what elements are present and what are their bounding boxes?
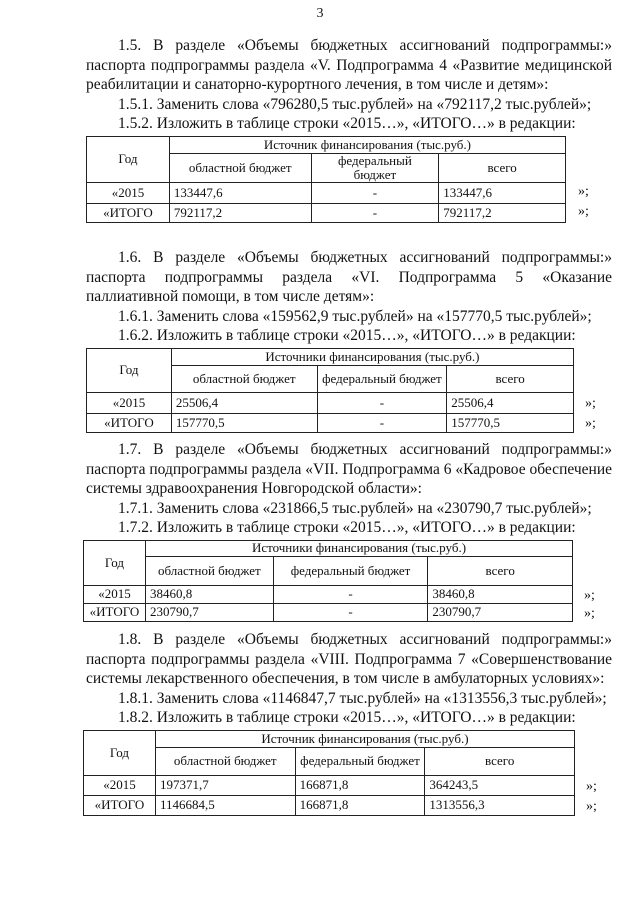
table-instruction: 1.5.2. Изложить в таблице строки «2015…», «ИТОГО…» в редакции:	[118, 115, 576, 132]
funding-table	[86, 136, 566, 223]
table-instruction: 1.8.2. Изложить в таблице строки «2015…», «ИТОГО…» в редакции:	[118, 709, 576, 726]
row-total: 364243,5	[425, 775, 575, 795]
section-paragraph: 1.5. В разделе «Объемы бюджетных ассигнований подпрограммы:» паспорта подпрограммы раздела «V. Подпрограмма 4 «Развитие медицинской реабилитации и санаторно-курортного лечения, в том числе и детям»:	[86, 37, 612, 93]
row-total: 25506,4	[447, 392, 574, 413]
source-header: Источник финансирования (тыс.руб.)	[169, 136, 565, 153]
col-regional: областной бюджет	[171, 365, 317, 392]
table-row	[87, 203, 566, 222]
col-federal: федеральный бюджет	[311, 153, 439, 182]
row-regional: 157770,5	[171, 413, 317, 432]
table-instruction: 1.6.2. Изложить в таблице строки «2015…», «ИТОГО…» в редакции:	[118, 327, 576, 344]
section-1-6	[86, 248, 612, 433]
row-regional: 1146684,5	[155, 795, 295, 815]
funding-table-wrap	[83, 540, 612, 622]
row-federal: -	[273, 603, 428, 621]
funding-table-wrap	[86, 348, 612, 433]
row-total: 157770,5	[447, 413, 574, 432]
row-year: «2015	[84, 775, 156, 795]
source-header: Источники финансирования (тыс.руб.)	[171, 348, 573, 365]
row-year: «ИТОГО	[84, 795, 156, 815]
row-year: «2015	[87, 392, 172, 413]
section-paragraph: 1.6. В разделе «Объемы бюджетных ассигнований подпрограммы:» паспорта подпрограммы раздела «VI. Подпрограмма 5 «Оказание паллиативной помощи, в том числе детям»:	[86, 249, 612, 305]
row-total: 792117,2	[439, 203, 566, 222]
replace-instruction: 1.8.1. Заменить слова «1146847,7 тыс.рублей» на «1313556,3 тыс.рублей»;	[118, 689, 607, 707]
row-federal: 166871,8	[295, 795, 425, 815]
col-total: всего	[425, 747, 575, 775]
col-total: всего	[428, 556, 573, 585]
table-row	[84, 775, 575, 795]
col-regional: областной бюджет	[145, 556, 273, 585]
table-row	[87, 392, 574, 413]
table-instruction: 1.7.2. Изложить в таблице строки «2015…», «ИТОГО…» в редакции:	[118, 519, 576, 536]
col-federal: федеральный бюджет	[317, 365, 447, 392]
row-regional: 792117,2	[169, 203, 311, 222]
row-regional: 25506,4	[171, 392, 317, 413]
funding-table-wrap	[83, 730, 612, 816]
funding-table	[83, 540, 573, 622]
year-header: Год	[87, 136, 170, 182]
row-closing-quote: »;	[578, 183, 589, 199]
table-row	[84, 795, 575, 815]
row-federal: -	[317, 392, 447, 413]
row-year: «ИТОГО	[84, 603, 146, 621]
replace-instruction: 1.5.1. Заменить слова «796280,5 тыс.рублей» на «792117,2 тыс.рублей»;	[118, 95, 592, 113]
funding-table	[83, 730, 575, 816]
source-header: Источники финансирования (тыс.руб.)	[145, 540, 572, 556]
page-number: 3	[316, 6, 324, 21]
col-regional: областной бюджет	[155, 747, 295, 775]
row-regional: 38460,8	[145, 585, 273, 603]
row-closing-quote: »;	[585, 415, 596, 431]
col-total: всего	[447, 365, 574, 392]
year-header: Год	[87, 348, 172, 392]
section-1-7	[86, 440, 612, 622]
row-closing-quote: »;	[578, 203, 589, 219]
source-header: Источник финансирования (тыс.руб.)	[155, 730, 574, 747]
replace-instruction: 1.7.1. Заменить слова «231866,5 тыс.рублей» на «230790,7 тыс.рублей»;	[118, 499, 592, 517]
table-row	[84, 585, 573, 603]
col-federal: федеральный бюджет	[295, 747, 425, 775]
row-closing-quote: »;	[584, 605, 595, 621]
row-federal: -	[273, 585, 428, 603]
section-1-5	[86, 36, 612, 223]
row-year: «ИТОГО	[87, 203, 170, 222]
row-federal: -	[311, 203, 439, 222]
table-row	[87, 182, 566, 203]
row-regional: 230790,7	[145, 603, 273, 621]
row-closing-quote: »;	[586, 778, 597, 794]
replace-instruction: 1.6.1. Заменить слова «159562,9 тыс.рублей» на «157770,5 тыс.рублей»;	[118, 307, 592, 325]
row-federal: -	[317, 413, 447, 432]
row-closing-quote: »;	[585, 395, 596, 411]
row-total: 1313556,3	[425, 795, 575, 815]
row-total: 133447,6	[439, 182, 566, 203]
row-closing-quote: »;	[584, 587, 595, 603]
row-federal: -	[311, 182, 439, 203]
row-year: «ИТОГО	[87, 413, 172, 432]
col-federal: федеральный бюджет	[273, 556, 428, 585]
year-header: Год	[84, 730, 156, 775]
row-year: «2015	[87, 182, 170, 203]
row-closing-quote: »;	[586, 798, 597, 814]
section-paragraph: 1.7. В разделе «Объемы бюджетных ассигнований подпрограммы:» паспорта подпрограммы раздела «VII. Подпрограмма 6 «Кадровое обеспечение системы здравоохранения Новгородской области»:	[86, 441, 612, 497]
table-row	[87, 413, 574, 432]
section-1-8	[86, 630, 612, 816]
row-regional: 197371,7	[155, 775, 295, 795]
year-header: Год	[84, 540, 146, 585]
table-row	[84, 603, 573, 621]
row-federal: 166871,8	[295, 775, 425, 795]
funding-table-wrap	[86, 136, 612, 223]
col-total: всего	[439, 153, 566, 182]
funding-table	[86, 348, 574, 433]
section-paragraph: 1.8. В разделе «Объемы бюджетных ассигнований подпрограммы:» паспорта подпрограммы раздела «VIII. Подпрограмма 7 «Совершенствование системы лекарственного обеспечения, в том числе в амбулаторных условиях»:	[86, 631, 612, 687]
col-regional: областной бюджет	[169, 153, 311, 182]
row-total: 230790,7	[428, 603, 573, 621]
row-regional: 133447,6	[169, 182, 311, 203]
row-total: 38460,8	[428, 585, 573, 603]
row-year: «2015	[84, 585, 146, 603]
